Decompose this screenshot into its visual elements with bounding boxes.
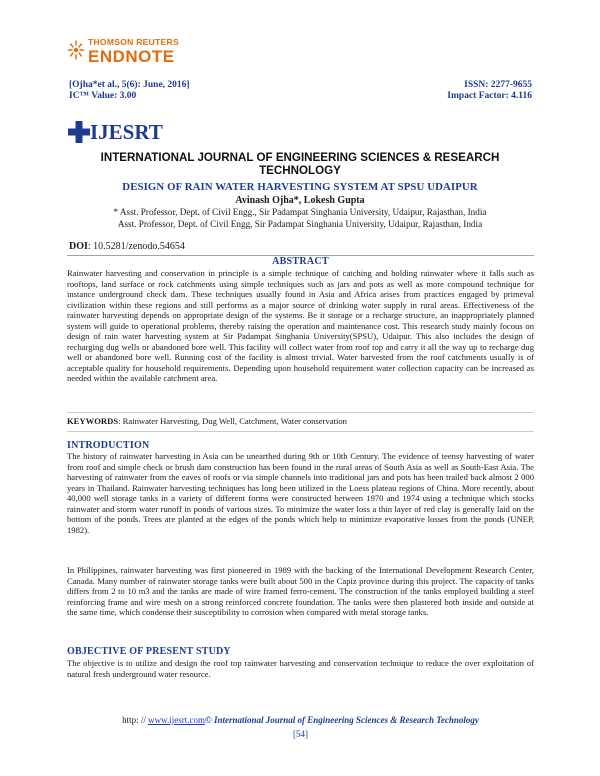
logo-product-text: ENDNOTE [88,47,175,66]
affiliation-1: * Asst. Professor, Dept. of Civil Engg., Sir Padampat Singhania University, Udaipur, Rajasthan, India [113,207,487,217]
abstract-text: Rainwater harvesting and conservation in principle is a simple technique of catching and holding rainwater where it falls such as rooftops, land surface or rock catchments using simple techniques such as jars and pots as well as more compound technique for instance underground check dam. These techniques usually found in Asia and Africa arises from practices engaged by primeval civilization within these regions and still performs as a major source of drinking water supply in rural areas. Effectiveness of the rainwater harvesting depends on appropriate design of the systems. Be it storage or a recharge structure, an inappropriately planned system will guide to operational problems, thereby raising the operation and maintenance cost. This research study mainly focous on design of rain water harvesting system at Sir Padampat Singhania University(SPSU), Udaipur. This also includes the design of recharging dug wells or abandoned bore well. This facility will collect water from roof top and carry it all the way up to recharge dug well or abandoned bore well. Running cost of the facility is almost trivial. Water harvested from the roof catchments usually is of acceptable quality for household requirements. Depending upon household requirement water collection capacity can be increased as needed within the available catchment area. [67,268,534,383]
page-number: [54] [293,729,308,739]
introduction-paragraph-2: In Philippines, rainwater harvesting was first pioneered in 1989 with the backing of the International Development Research Center, Canada. Many number of rainwater storage tanks were built about 500 in the Capiz province during this project. The capacity of tanks differs from 2 to 10 m3 and the tanks are made of wire framed ferro-cement. The construction of the tanks employed building a steel reinforcing frame and wire mesh on a strong reinforced concrete foundation. The tanks were then plastered both inside and outside at the same time, which condense their susceptibility to corrosion when compared with metal storage tanks. [67,565,534,617]
journal-abbr: IJESRT [90,120,163,144]
footer-journal: © International Journal of Engineering Sciences & Research Technology [205,715,479,725]
paper-title: DESIGN OF RAIN WATER HARVESTING SYSTEM AT SPSU UDAIPUR [122,181,478,193]
footer-prefix: http: // [122,715,149,725]
ic-value: IC™ Value: 3.00 [69,91,137,101]
keywords [67,416,347,426]
divider [67,431,534,432]
authors: Avinash Ojha*, Lokesh Gupta [235,195,365,206]
doi-value: : 10.5281/zenodo.54654 [87,241,185,252]
introduction-heading: INTRODUCTION [67,440,150,451]
introduction-paragraph-1: The history of rainwater harvesting in Asia can be unearthed during 9th or 10th Century. The evidence of teensy harvesting of water from roof and simple check or brush dam construction has been found in the rural areas of South Asia as well as South-East Asia. The harvesting of rainwater from the eaves of roofs or via simple channels into traditional jars and pots has been trailed back almost 2 000 years in Thailand. Rainwater harvesting techniques has long been utilized in the Loess plateau regions of China. More recently, about 40,000 well storage tanks in a variety of different forms were constructed between 1970 and 1974 using a technique which stocks rainwater and storm water runoff in ponds of various sizes. To minimize the water loss a thin layer of red clay is generally laid on the bottom of the ponds. Trees are planted at the edges of the ponds which help to minimize evaporative losses from the ponds (UNEP, 1982). [67,451,534,535]
keywords-label: KEYWORDS [67,416,119,426]
header-right [447,80,532,102]
impact-factor: Impact Factor: 4.116 [447,91,532,101]
objective-heading: OBJECTIVE OF PRESENT STUDY [67,646,231,657]
endnote-logo [68,35,218,75]
affiliation-2: Asst. Professor, Dept. of Civil Engg, Sir Padampat Singhania University, Udaipur, Rajasthan, India [117,219,483,229]
footer-link[interactable]: www.ijesrt.com [148,715,205,725]
keywords-text: : Rainwater Harvesting, Dug Well, Catchment, Water conservation [118,416,347,426]
objective-paragraph-1: The objective is to utilize and design the roof top rainwater harvesting and conservation technique to reduce the over exploitation of natural fresh underground water resource. [67,658,534,679]
doi-label: DOI [69,241,88,252]
header-left [69,80,190,102]
issn: ISSN: 2277-9655 [464,80,532,90]
plus-cross-icon [68,121,90,143]
citation: [Ojha*et al., 5(6): June, 2016] [69,80,190,90]
footer [67,715,534,725]
journal-title: INTERNATIONAL JOURNAL OF ENGINEERING SCIENCES & RESEARCH TECHNOLOGY [100,151,500,177]
abstract-heading: ABSTRACT [272,256,329,267]
doi [69,241,185,252]
endnote-sunburst-icon [68,39,84,61]
divider [67,412,534,413]
logo-publisher-text: THOMSON REUTERS [88,37,179,47]
